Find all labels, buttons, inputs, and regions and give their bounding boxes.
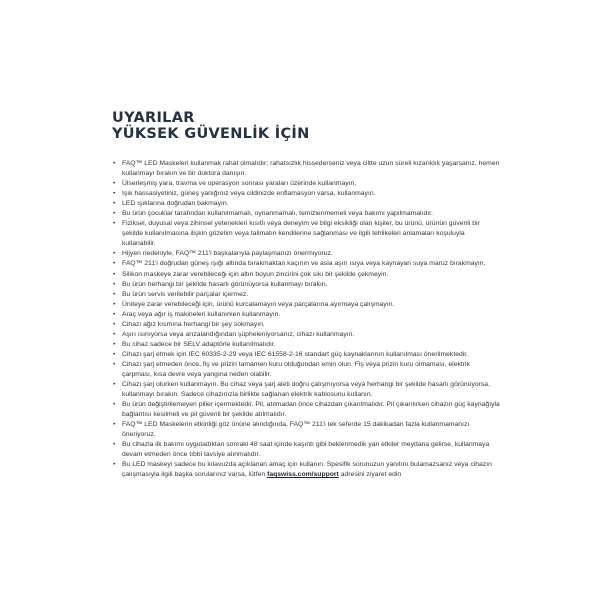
bullet-icon: •: [113, 310, 116, 318]
bullet-icon: •: [113, 401, 116, 409]
warning-item: [112, 270, 500, 280]
bullet-icon: •: [113, 210, 116, 218]
bullet-icon: •: [113, 421, 116, 429]
bullet-icon: •: [113, 160, 116, 167]
warning-item: [112, 400, 500, 420]
bullet-icon: •: [113, 360, 116, 368]
warning-text: Cihazı ağız kısmına herhangi bir şey sokmayın.: [122, 320, 265, 328]
bullet-icon: •: [113, 330, 116, 338]
warning-text: LED ışıklarına doğrudan bakmayın.: [122, 200, 229, 208]
bullet-icon: •: [113, 381, 116, 389]
warning-item: [112, 330, 500, 340]
bullet-icon: •: [113, 461, 116, 469]
title-line-1: UYARILAR: [112, 110, 195, 126]
warning-item-support: [112, 460, 500, 480]
warning-text: Bu ürün çocuklar tarafından kullanılmamalı, oynanmamalı, temizlenmemeli veya bakımı yapılmamalıdır.: [122, 210, 433, 218]
warning-item: [112, 310, 500, 320]
bullet-icon: •: [113, 270, 116, 278]
bullet-icon: •: [113, 300, 116, 308]
warning-item: [112, 209, 500, 219]
warning-item: [112, 249, 500, 259]
warning-text: Üniteye zarar verebileceği için, ürünü kurcalamayın veya parçalarına ayırmaya çalışmayın.: [122, 300, 395, 308]
warning-item: [112, 360, 500, 380]
support-text-before: Bu LED maskeyi sadece bu kılavuzda açıklanan amaç için kullanın. Spesifik sorunuzun yanıtını bulamazsanız veya cihazın çalışmasıyla ilgili başka sorularınız varsa, lütfen: [122, 461, 492, 479]
page-title: [112, 110, 500, 142]
warning-text: Bu cihazla ilk bakımı uyguladıktan sonraki 48 saat içinde kaşıntı gibi beklenmedik yan etkiler meydana gelirse, kullanmaya devam etmeden önce tıbbi tavsiye alınmalıdır.: [122, 441, 490, 459]
warning-text: Silikon maskeye zarar verebileceği için altın boyun zincirini çok sıkı bir şekilde çekmeyin.: [122, 270, 389, 278]
warning-text: Bu ürün değiştirilemeyen piller içermektedir. Pil, atılmadan önce cihazdan çıkarılmalıdır. Pil çıkarılırken cihazın güç kaynağıyla bağlantısı kesilmeli ve pil güvenli bir şekilde atılmalıdır.: [122, 401, 500, 419]
warning-item: [112, 179, 500, 189]
warning-text: Bu ürün servis verilebilir parçalar içermez.: [122, 290, 249, 298]
warning-item: [112, 219, 500, 249]
warning-item: [112, 340, 500, 350]
warnings-page: [112, 110, 500, 481]
bullet-icon: •: [113, 190, 116, 198]
warning-text: Cihazı şarj etmek için IEC 60335-2-29 veya IEC 61558-2-16 standart güç kaynaklarının kullanılması önerilmektedir.: [122, 350, 469, 358]
warnings-list: [112, 159, 500, 481]
warning-item: [112, 380, 500, 400]
warning-item: [112, 320, 500, 330]
warning-text: Işık hassasiyetiniz, güneş yanığınız veya cildinizde enflamasyon varsa, kullanmayın.: [122, 190, 376, 198]
bullet-icon: •: [113, 280, 116, 288]
warning-text: FAQ™ LED Maskeleri kullanmak rahat olmalıdır; rahatsızlık hissederseniz veya ciltte uzun süreli kızarıklık yaşarsanız, hemen kullanmayı bırakın ve bir doktora danışın.: [122, 160, 500, 178]
bullet-icon: •: [113, 350, 116, 358]
warning-text: Aşırı ısınıyorsa veya arızalandığından şüpheleniyorsanız, cihazı kullanmayın.: [122, 330, 355, 338]
bullet-icon: •: [113, 220, 116, 228]
warning-item: [112, 350, 500, 360]
warning-text: Ülserleşmiş yara, travma ve operasyon sonrası yaraları üzerinde kullanmayın.: [122, 180, 357, 188]
warning-text: Cihazı şarj etmeden önce, fiş ve prizin tamamen kuru olduğundan emin olun. Fiş veya prizin kuru olmaması, elektrik çarpması, kısa devre veya yangına neden olabilir.: [122, 360, 470, 378]
warning-text: Fiziksel, duyusal veya zihinsel yetenekleri kısıtlı veya deneyim ve bilgi eksikliği olan kişiler, bu ürünü, ürünün güvenli bir şekilde kullanılmasına ilişkin gözetim veya talimatın kendilerine sağlanması ve ilgili tehlikeleri anlamaları koşuluyla kullanabilir.: [122, 220, 480, 248]
bullet-icon: •: [113, 320, 116, 328]
warning-text: Hijyen nedeniyle, FAQ™ 211'i başkalarıyla paylaşmanızı önermiyoruz.: [122, 250, 333, 258]
warning-item: [112, 189, 500, 199]
warning-item: [112, 199, 500, 209]
warning-item: [112, 290, 500, 300]
support-link[interactable]: faqswiss.com/support: [267, 471, 339, 479]
bullet-icon: •: [113, 180, 116, 188]
warning-item: [112, 280, 500, 290]
warning-text: Bu ürün herhangi bir şekilde hasarlı görünüyorsa kullanmayı bırakın.: [122, 280, 328, 288]
warning-text: FAQ™ LED Maskelerin etkinliği göz önüne alındığında, FAQ™ 211'i tek seferde 15 dakikadan fazla kullanmamanızı öneriyoruz.: [122, 421, 470, 439]
warning-item: [112, 440, 500, 460]
warning-item: [112, 259, 500, 269]
bullet-icon: •: [113, 200, 116, 208]
warning-item: [112, 159, 500, 179]
title-line-2: YÜKSEK GÜVENLİK İÇİN: [112, 126, 310, 142]
warning-item: [112, 300, 500, 310]
warning-text: FAQ™ 211'i doğrudan güneş ışığı altında bırakmaktan kaçının ve asla aşırı ısıya veya kaynayan suya maruz bırakmayın.: [122, 260, 486, 268]
warning-text: Bu cihaz sadece bir SELV adaptörle kullanılmalıdır.: [122, 340, 276, 348]
warning-text: Cihazı şarj olurken kullanmayın. Bu cihaz veya şarj aleti doğru çalışmıyorsa veya herhangi bir şekilde hasarlı görünüyorsa, kullanmayı bırakın. Sadece cihazınızla birlikte sağlanan elektrik kablosunu kullanın.: [122, 381, 490, 399]
bullet-icon: •: [113, 340, 116, 348]
support-text-after: adresini ziyaret edin: [338, 471, 402, 479]
bullet-icon: •: [113, 290, 116, 298]
warning-text: Araç veya ağır iş makineleri kullanırken kullanmayın.: [122, 310, 281, 318]
bullet-icon: •: [113, 250, 116, 258]
bullet-icon: •: [113, 441, 116, 449]
bullet-icon: •: [113, 260, 116, 268]
warning-item: [112, 420, 500, 440]
